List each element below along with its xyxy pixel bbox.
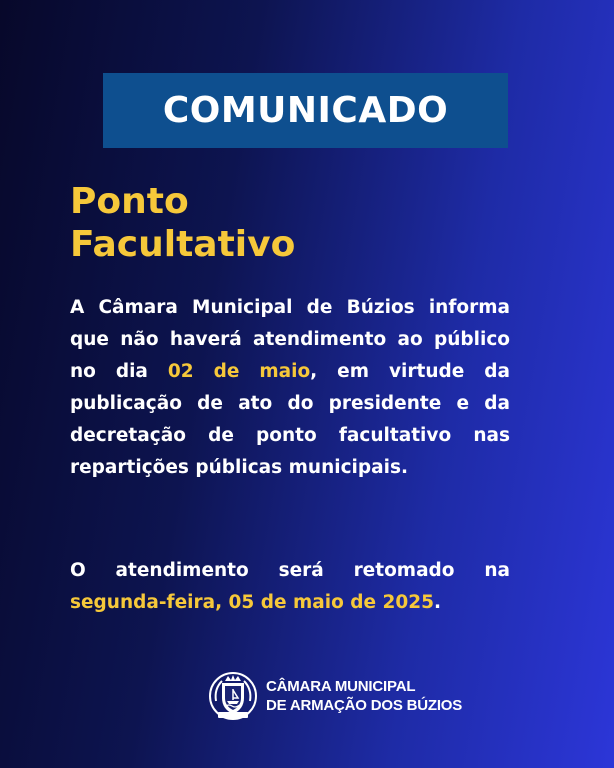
page-title	[70, 180, 295, 266]
city-council-seal-icon	[208, 671, 258, 721]
resume-paragraph	[70, 555, 510, 619]
closure-date-highlight: 02 de maio	[167, 361, 311, 382]
paragraph1-text-end: , em virtude da publicação de ato do presidente e da decretação de ponto facultativo nas repartições públicas municipais.	[70, 361, 510, 478]
title-line-2: Facultativo	[70, 224, 296, 265]
title-line-1: Ponto	[70, 181, 189, 222]
paragraph1-text-start: A Câmara Municipal de Búzios informa que não haverá atendimento ao público no dia	[70, 297, 510, 382]
comunicado-banner	[103, 73, 508, 148]
announcement-paragraph	[70, 292, 510, 484]
resume-date-highlight: segunda-feira, 05 de maio de 2025	[70, 592, 434, 613]
footer-line-2: DE ARMAÇÃO DOS BÚZIOS	[266, 697, 463, 714]
paragraph2-text-start: O atendimento será retomado na	[70, 560, 510, 581]
footer-line-1: CÂMARA MUNICIPAL	[266, 678, 416, 695]
footer-institution-name	[266, 677, 462, 715]
footer-logo	[208, 672, 462, 720]
paragraph2-text-end: .	[433, 592, 441, 613]
banner-label: COMUNICADO	[162, 90, 449, 131]
